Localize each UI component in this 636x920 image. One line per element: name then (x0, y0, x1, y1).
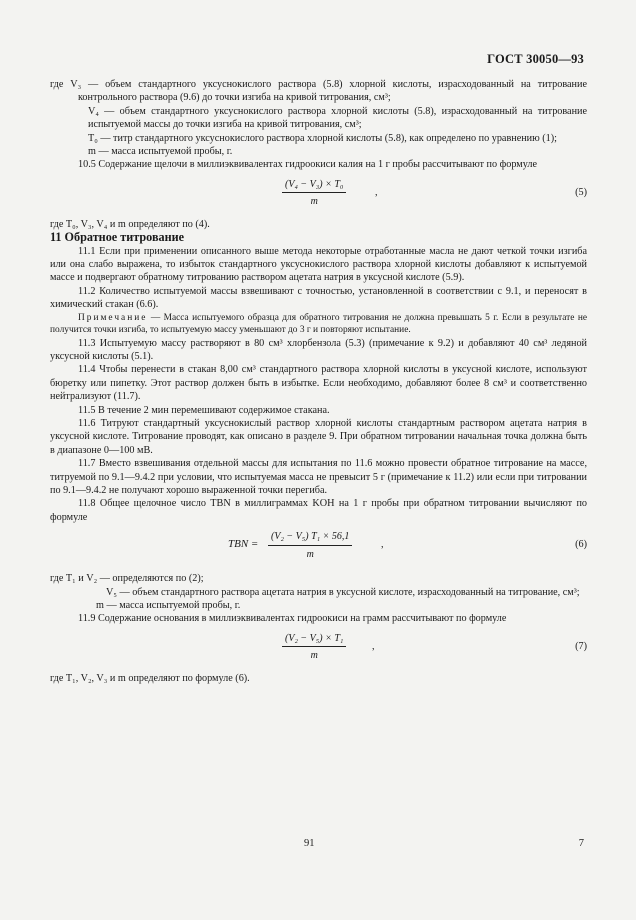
document-body (50, 78, 587, 685)
formula-6-number: (6) (575, 539, 587, 551)
standard-header: ГОСТ 30050—93 (487, 52, 584, 66)
definition-m: m — масса испытуемой пробы, г. (88, 146, 233, 158)
formula-6-fraction (268, 530, 352, 561)
where-formula-6-t1: где T₁ и V₂ — определяются по (2); (50, 573, 204, 585)
definition-v3: где V₃ — объем стандартного уксуснокислого раствора (5.8) хлорной кислоты, израсходованный на титрование контрольного раствора (9.6) до точки изгиба на кривой титрования, см³; (50, 79, 587, 104)
formula-5-fraction (282, 178, 346, 209)
where-formula-6-v5: V₅ — объем стандартного раствора ацетата натрия в уксусной кислоте, израсходованный на титрование, см³; (106, 586, 580, 598)
sheet-number: 7 (578, 838, 584, 849)
where-formula-7: где T₁, V₂, V₃ и m определяют по формуле (6). (50, 672, 250, 684)
formula-6-denominator: m (306, 548, 314, 560)
page-number: 91 (304, 838, 315, 849)
paragraph-11-6: 11.6 Титруют стандартный уксуснокислый раствор хлорной кислоты стандартным раствором ацетата натрия в уксусной кислоте. Титрование проводят, как описано в разделе 9. При обратном титровании начальная точка должна быть в диапазоне 0—100 мВ. (50, 417, 587, 456)
paragraph-11-2: 11.2 Количество испытуемой массы взвешивают с точностью, установленной в соответствии с 9.1, и переносят в химический стакан (6.6). (50, 285, 587, 311)
note-label: Примечание (78, 312, 148, 323)
section-title: 11 Обратное титрование (50, 230, 185, 245)
formula-5 (50, 178, 587, 212)
paragraph-11-7: 11.7 Вместо взвешивания отдельной массы для испытания по 11.6 можно провести обратное титрование на массе, титруемой по 9.1—9.4.2 при условии, что испытуемая масса не превысит 5 г (примечание к 11.2) или если при титровании по 9.1—9.4.2 не получают хорошо выраженной точки перегиба. (50, 458, 587, 496)
definition-t0: T₀ — титр стандартного уксуснокислого раствора хлорной кислоты (5.8), как определено по уравнению (1); (88, 132, 557, 144)
formula-6-lhs: TBN = (228, 538, 259, 551)
where-formula-5: где T₀, V₃, V₄ и m определяют по (4). (50, 218, 210, 230)
where-formula-6-m: m — масса испытуемой пробы, г. (96, 600, 241, 611)
paragraph-11-1: 11.1 Если при применении описанного выше метода некоторые отработанные масла не дают четкой точки изгиба или она слабо выражена, то избыток стандартного уксуснокислого раствора хлорной кислоты добавляют к испытуемой массе и подвергают обратному титрованию раствором ацетата натрия в уксусной кислоте (5.9). (50, 245, 587, 284)
formula-5-denominator: m (310, 196, 318, 208)
paragraph-11-8: 11.8 Общее щелочное число TBN в миллиграммах KOH на 1 г пробы при обратном титровании вычисляют по формуле (50, 498, 587, 523)
formula-7 (50, 632, 587, 666)
formula-7-number: (7) (575, 640, 587, 652)
paragraph-10-5: 10.5 Содержание щелочи в миллиэквивалентах гидроокиси калия на 1 г пробы рассчитывают по формуле (78, 159, 537, 171)
note-text: — Масса испытуемого образца для обратного титрования не должна превышать 5 г. Если в результате не получится точки изгиба, то испытуемую массу уменьшают до 3 г и повторяют испытание. (50, 312, 587, 336)
paragraph-11-5: 11.5 В течение 2 мин перемешивают содержимое стакана. (78, 404, 330, 416)
formula-7-denominator: m (310, 650, 318, 662)
formula-7-fraction (282, 632, 346, 663)
note (50, 312, 587, 337)
paragraph-11-3: 11.3 Испытуемую массу растворяют в 80 см³ хлорбензола (5.3) (примечание к 9.2) и добавляют 40 см³ ледяной уксусной кислоты (5.1). (50, 337, 587, 362)
formula-5-numerator: (V₄ − V₃) × T₀ (282, 178, 346, 193)
formula-5-comma: , (375, 186, 378, 198)
formula-6-comma: , (381, 539, 384, 551)
formula-5-number: (5) (575, 186, 587, 198)
definition-v4: V₄ — объем стандартного уксуснокислого раствора хлорной кислоты (5.8), израсходованный на титрование испытуемой массы до точки изгиба на кривой титрования, см³; (88, 105, 587, 131)
formula-7-numerator: (V₂ − V₅) × T₁ (282, 632, 346, 647)
paragraph-11-9: 11.9 Содержание основания в миллиэквивалентах гидроокиси на грамм рассчитывают по формуле (78, 613, 507, 625)
formula-7-comma: , (372, 640, 375, 652)
formula-6-numerator: (V₂ − V₅) T₁ × 56,1 (268, 530, 352, 545)
paragraph-11-4: 11.4 Чтобы перенести в стакан 8,00 см³ стандартного раствора хлорной кислоты в уксусной кислоте, используют бюретку или пипетку. Этот раствор должен быть в избытке. Если необходимо, добавляют более 8 см³ и соответственно нейтрализуют (11.7). (50, 364, 587, 403)
formula-6 (50, 530, 587, 566)
